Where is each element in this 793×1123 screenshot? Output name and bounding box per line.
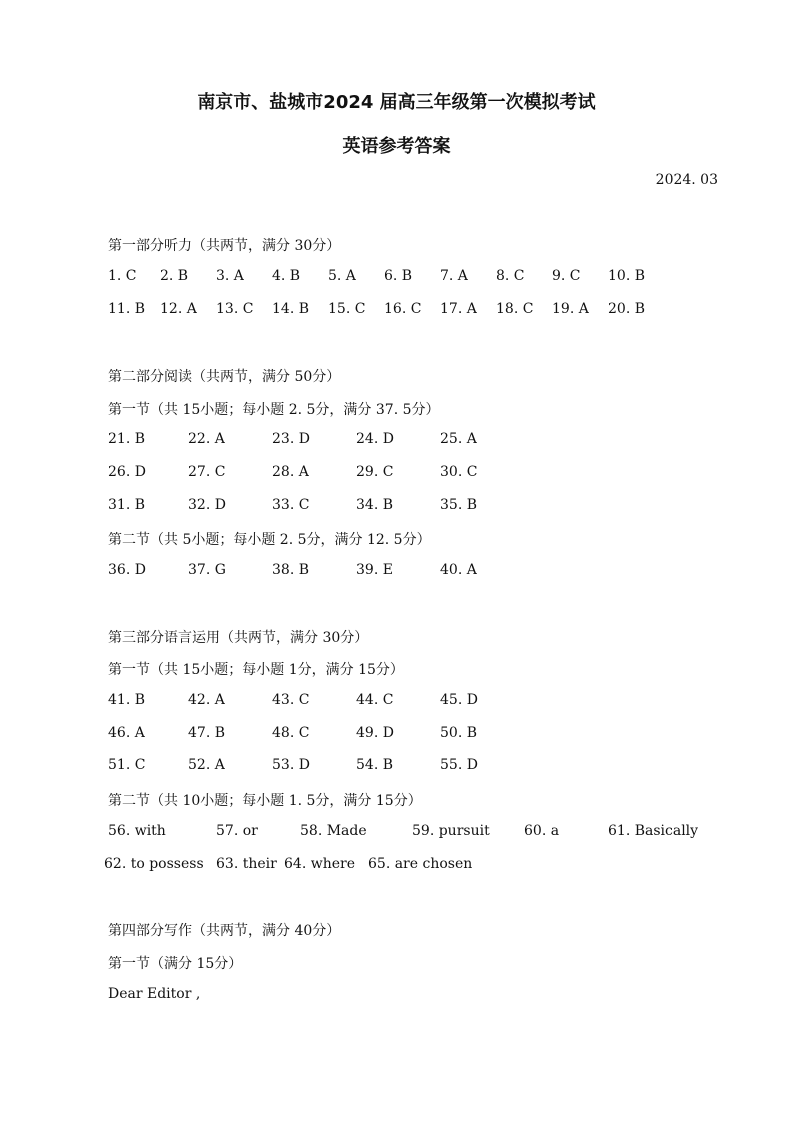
- answer-item: 36. D: [108, 562, 146, 578]
- answer-item: 57. or: [216, 823, 258, 839]
- answer-item: 59. pursuit: [412, 823, 490, 839]
- answer-item: 26. D: [108, 464, 146, 480]
- answer-item: 8. C: [496, 268, 525, 284]
- answer-item: 55. D: [440, 757, 478, 773]
- answer-item: 32. D: [188, 497, 226, 513]
- answer-item: 3. A: [216, 268, 244, 284]
- answer-item: 15. C: [328, 301, 366, 317]
- answer-item: 25. A: [440, 431, 477, 447]
- answer-item: 62. to possess: [104, 856, 204, 872]
- part1-heading: 第一部分听力（共两节，满分 30分）: [108, 238, 341, 254]
- document-subtitle: 英语参考答案: [342, 136, 451, 157]
- answer-item: 46. A: [108, 725, 145, 741]
- answer-item: 44. C: [356, 692, 394, 708]
- answer-item: 52. A: [188, 757, 225, 773]
- answer-item: 16. C: [384, 301, 422, 317]
- document-title: 南京市、盐城市2024 届高三年级第一次模拟考试: [197, 92, 596, 113]
- answer-item: 31. B: [108, 497, 146, 513]
- answer-item: 6. B: [384, 268, 413, 284]
- part4-heading: 第四部分写作（共两节，满分 40分）: [108, 923, 341, 939]
- answer-item: 40. A: [440, 562, 477, 578]
- answer-item: 63. their: [216, 856, 277, 872]
- answer-item: 53. D: [272, 757, 310, 773]
- answer-item: 21. B: [108, 431, 146, 447]
- answer-item: 20. B: [608, 301, 646, 317]
- answer-item: 43. C: [272, 692, 310, 708]
- answer-item: 10. B: [608, 268, 646, 284]
- answer-item: 39. E: [356, 562, 393, 578]
- part2-section2-heading: 第二节（共 5小题；每小题 2. 5分，满分 12. 5分）: [108, 532, 431, 548]
- answer-item: 56. with: [108, 823, 166, 839]
- answer-item: 22. A: [188, 431, 225, 447]
- answer-item: 34. B: [356, 497, 394, 513]
- answer-item: 19. A: [552, 301, 589, 317]
- answer-item: 9. C: [552, 268, 581, 284]
- answer-item: 45. D: [440, 692, 478, 708]
- answer-item: 24. D: [356, 431, 394, 447]
- answer-item: 17. A: [440, 301, 477, 317]
- answer-item: 47. B: [188, 725, 226, 741]
- answer-item: 33. C: [272, 497, 310, 513]
- answer-item: 61. Basically: [608, 823, 699, 839]
- answer-item: 7. A: [440, 268, 468, 284]
- answer-item: 23. D: [272, 431, 310, 447]
- answer-item: 49. D: [356, 725, 394, 741]
- answer-item: 12. A: [160, 301, 197, 317]
- answer-item: 58. Made: [300, 823, 367, 839]
- answer-item: 30. C: [440, 464, 478, 480]
- answer-item: 64. where: [284, 856, 355, 872]
- part4-section1-heading: 第一节（满分 15分）: [108, 956, 243, 972]
- answer-item: 65. are chosen: [368, 856, 473, 872]
- answer-item: 42. A: [188, 692, 225, 708]
- answer-item: 1. C: [108, 268, 137, 284]
- answer-item: 29. C: [356, 464, 394, 480]
- answer-item: 51. C: [108, 757, 146, 773]
- answer-item: 27. C: [188, 464, 226, 480]
- answer-item: 14. B: [272, 301, 310, 317]
- answer-item: 18. C: [496, 301, 534, 317]
- answer-item: 35. B: [440, 497, 478, 513]
- answer-item: 38. B: [272, 562, 310, 578]
- part2-heading: 第二部分阅读（共两节，满分 50分）: [108, 369, 341, 385]
- answer-item: 41. B: [108, 692, 146, 708]
- part3-section2-heading: 第二节（共 10小题；每小题 1. 5分，满分 15分）: [108, 793, 422, 809]
- answer-item: 54. B: [356, 757, 394, 773]
- answer-item: 2. B: [160, 268, 189, 284]
- part2-section1-heading: 第一节（共 15小题；每小题 2. 5分，满分 37. 5分）: [108, 402, 440, 418]
- answer-item: 4. B: [272, 268, 301, 284]
- document-date: 2024. 03: [655, 172, 718, 188]
- answer-item: 28. A: [272, 464, 309, 480]
- part3-section1-heading: 第一节（共 15小题；每小题 1分，满分 15分）: [108, 662, 404, 678]
- answer-item: 60. a: [524, 823, 560, 839]
- part3-heading: 第三部分语言运用（共两节，满分 30分）: [108, 630, 369, 646]
- answer-item: 13. C: [216, 301, 254, 317]
- answer-item: 11. B: [108, 301, 146, 317]
- answer-item: 37. G: [188, 562, 226, 578]
- letter-salutation: Dear Editor ,: [108, 986, 201, 1002]
- answer-item: 50. B: [440, 725, 478, 741]
- answer-item: 5. A: [328, 268, 356, 284]
- answer-item: 48. C: [272, 725, 310, 741]
